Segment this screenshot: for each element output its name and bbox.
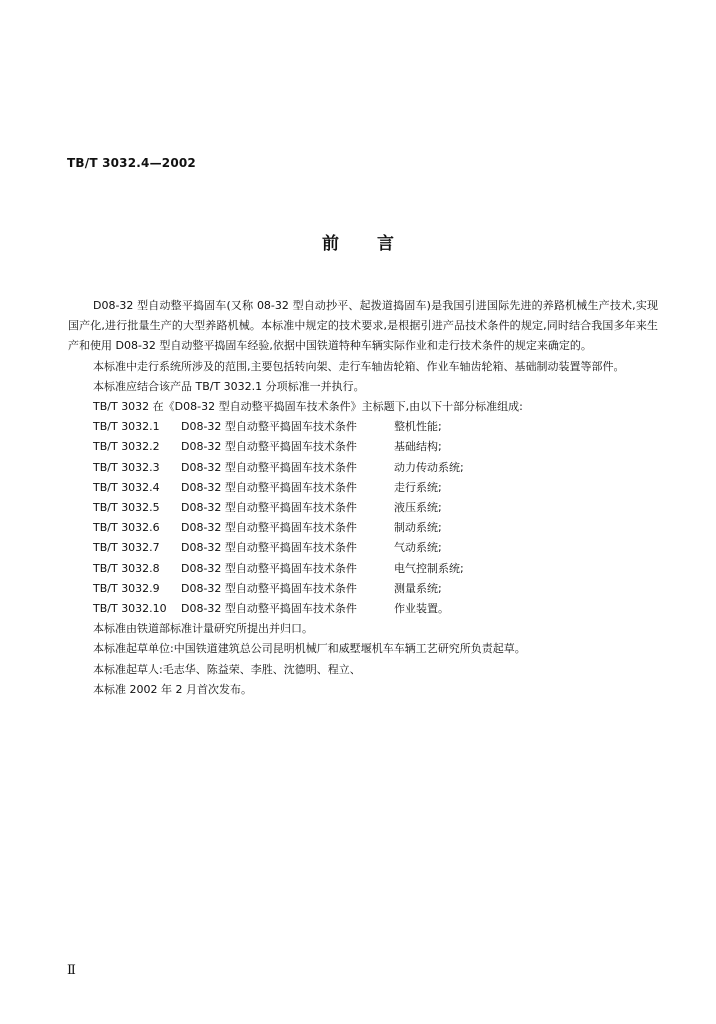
part-code: TB/T 3032.5 bbox=[93, 501, 160, 515]
part-code: TB/T 3032.8 bbox=[93, 561, 160, 575]
page-number: Ⅱ bbox=[67, 963, 76, 978]
part-subject: 测量系统; bbox=[394, 581, 442, 595]
part-subject: 气动系统; bbox=[394, 541, 442, 555]
part-subject: 走行系统; bbox=[394, 480, 442, 494]
part-name: D08-32 型自动整平捣固车技术条件 bbox=[181, 521, 357, 535]
part-subject: 液压系统; bbox=[394, 501, 442, 515]
parts-list-item bbox=[68, 498, 658, 518]
part-name: D08-32 型自动整平捣固车技术条件 bbox=[181, 581, 357, 595]
part-code: TB/T 3032.3 bbox=[93, 460, 160, 474]
parts-list-item bbox=[68, 579, 658, 599]
page-title: 前言 bbox=[322, 234, 432, 254]
part-code: TB/T 3032.2 bbox=[93, 440, 160, 454]
part-name: D08-32 型自动整平捣固车技术条件 bbox=[181, 541, 357, 555]
part-subject: 作业装置。 bbox=[394, 602, 449, 616]
part-name: D08-32 型自动整平捣固车技术条件 bbox=[181, 602, 357, 616]
parts-list bbox=[68, 417, 658, 619]
part-subject: 动力传动系统; bbox=[394, 460, 464, 474]
part-code: TB/T 3032.7 bbox=[93, 541, 160, 555]
standard-code: TB/T 3032.4—2002 bbox=[67, 156, 196, 170]
paragraph-intro: D08-32 型自动整平捣固车(又称 08-32 型自动抄平、起拨道捣固车)是我国引进国际先进的养路机械生产技术,实现国产化,进行批量生产的大型养路机械。本标准中规定的技术要求,是根据引进产品技术条件的规定,同时结合我国多年来生产和使用 D08-32 型自动整平捣固车经验,依据中国铁道特种车辆实际作业和走行技术条件的规定来确定的。 bbox=[68, 299, 658, 353]
part-subject: 电气控制系统; bbox=[394, 561, 464, 575]
part-code: TB/T 3032.4 bbox=[93, 480, 160, 494]
part-name: D08-32 型自动整平捣固车技术条件 bbox=[181, 460, 357, 474]
foreword-body bbox=[68, 296, 658, 700]
part-name: D08-32 型自动整平捣固车技术条件 bbox=[181, 561, 357, 575]
part-subject: 制动系统; bbox=[394, 521, 442, 535]
paragraph-scope: 本标准中走行系统所涉及的范围,主要包括转向架、走行车轴齿轮箱、作业车轴齿轮箱、基础制动装置等部件。 bbox=[93, 359, 625, 373]
paragraph-reference: 本标准应结合该产品 TB/T 3032.1 分项标准一并执行。 bbox=[93, 379, 365, 393]
paragraph-drafters: 本标准起草人:毛志华、陈益荣、李胜、沈德明、程立、 bbox=[93, 662, 361, 676]
paragraph-drafting-units: 本标准起草单位:中国铁道建筑总公司昆明机械厂和威墅堰机车车辆工艺研究所负责起草。 bbox=[93, 642, 526, 656]
paragraph-parts-intro: TB/T 3032 在《D08-32 型自动整平捣固车技术条件》主标题下,由以下十部分标准组成: bbox=[93, 400, 523, 414]
part-subject: 基础结构; bbox=[394, 440, 442, 454]
part-subject: 整机性能; bbox=[394, 420, 442, 434]
part-code: TB/T 3032.1 bbox=[93, 420, 160, 434]
parts-list-item bbox=[68, 417, 658, 437]
paragraph-proposer: 本标准由铁道部标准计量研究所提出并归口。 bbox=[93, 622, 313, 636]
parts-list-item bbox=[68, 538, 658, 558]
part-name: D08-32 型自动整平捣固车技术条件 bbox=[181, 501, 357, 515]
parts-list-item bbox=[68, 599, 658, 619]
part-code: TB/T 3032.6 bbox=[93, 521, 160, 535]
parts-list-item bbox=[68, 458, 658, 478]
part-code: TB/T 3032.10 bbox=[93, 602, 167, 616]
parts-list-item bbox=[68, 437, 658, 457]
parts-list-item bbox=[68, 559, 658, 579]
parts-list-item bbox=[68, 478, 658, 498]
part-name: D08-32 型自动整平捣固车技术条件 bbox=[181, 420, 357, 434]
parts-list-item bbox=[68, 518, 658, 538]
part-name: D08-32 型自动整平捣固车技术条件 bbox=[181, 440, 357, 454]
part-code: TB/T 3032.9 bbox=[93, 581, 160, 595]
part-name: D08-32 型自动整平捣固车技术条件 bbox=[181, 480, 357, 494]
paragraph-release: 本标准 2002 年 2 月首次发布。 bbox=[93, 682, 252, 696]
